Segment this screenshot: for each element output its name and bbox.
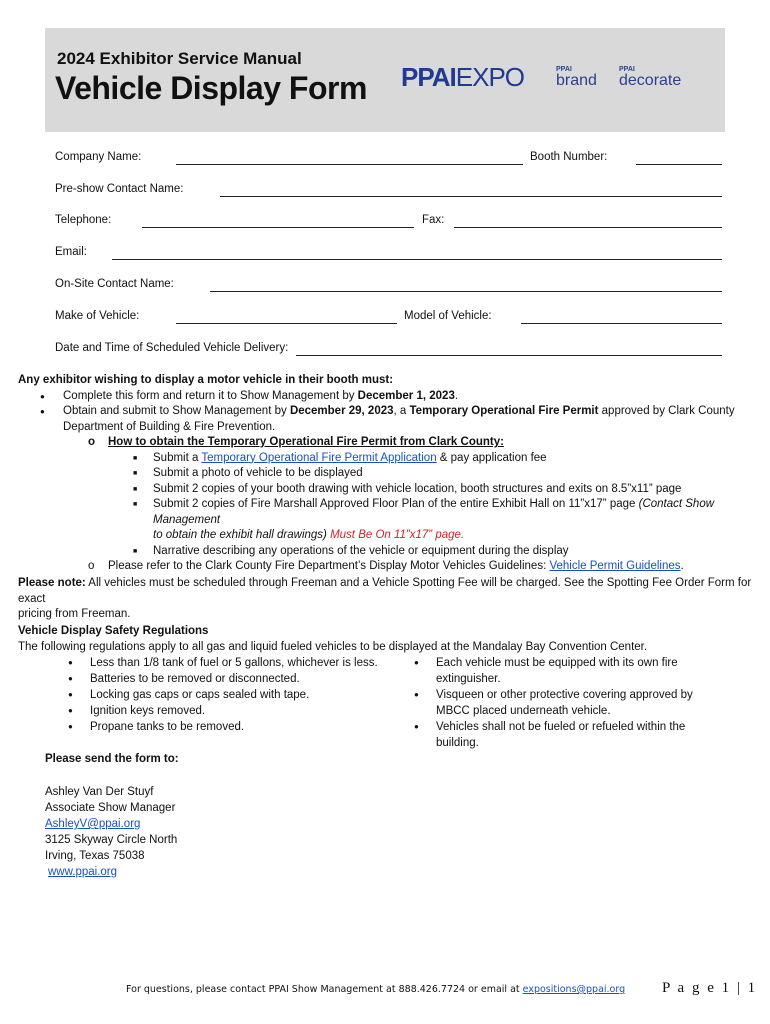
safety-rule: ● Propane tanks to be removed. [18, 719, 398, 735]
company-name-field[interactable] [176, 152, 523, 165]
note-text: All vehicles must be scheduled through Freeman and a Vehicle Spotting Fee will be charged. See the Spotting Fee Order Form for exact [18, 577, 752, 605]
safety-rules-right [18, 655, 738, 751]
safety-rule: ● Ignition keys removed. [18, 703, 398, 719]
telephone-field[interactable] [142, 215, 414, 228]
safety-rule: ● Batteries to be removed or disconnected. [18, 671, 398, 687]
guidelines-reference: o Please refer to the Clark County Fire Department’s Display Motor Vehicles Guidelines: Vehicle Permit Guidelines. [18, 559, 758, 575]
fax-field[interactable] [454, 215, 722, 228]
permit-step: ■ Submit 2 copies of your booth drawing with vehicle location, booth structures and exits on 8.5”x11” page [18, 482, 758, 498]
requirement-item: ● Complete this form and return it to Show Management by December 1, 2023. [18, 389, 758, 405]
preshow-contact-field[interactable] [220, 184, 722, 197]
footer-text: For questions, please contact PPAI Show Management at 888.426.7724 or email at expositions@ppai.org [126, 984, 626, 995]
contact-address-1: 3125 Skyway Circle North [45, 834, 178, 846]
safety-rule: ● Less than 1/8 tank of fuel or 5 gallons, whichever is less. [18, 655, 398, 671]
contact-address-2: Irving, Texas 75038 [45, 850, 145, 862]
preshow-contact-label: Pre-show Contact Name: [55, 183, 184, 195]
model-field[interactable] [521, 311, 722, 324]
vehicle-permit-guidelines-link[interactable]: Vehicle Permit Guidelines [549, 560, 681, 572]
header-banner [45, 28, 725, 132]
permit-step: ■ Submit 2 copies of Fire Marshall Approved Floor Plan of the entire Exhibit Hall on 11”x17” page (Contact Show Management to obtain the exhibit hall drawings) Must Be On 11”x17” page. [18, 497, 758, 544]
telephone-label: Telephone: [55, 214, 112, 226]
permit-step: ■ Submit a photo of vehicle to be displayed [18, 466, 758, 482]
safety-rule: ● Each vehicle must be equipped with its own fire extinguisher. [18, 655, 716, 687]
onsite-contact-label: On-Site Contact Name: [55, 278, 174, 290]
website-link[interactable]: www.ppai.org [48, 866, 118, 878]
permit-application-link[interactable]: Temporary Operational Fire Permit Application [201, 451, 437, 464]
safety-rule: ● Visqueen or other protective covering approved by MBCC placed underneath vehicle. [18, 687, 716, 719]
email-label: Email: [55, 246, 87, 258]
how-to-heading: o How to obtain the Temporary Operational Fire Permit from Clark County: [18, 435, 758, 451]
send-heading: Please send the form to: [45, 753, 179, 765]
delivery-label: Date and Time of Scheduled Vehicle Delivery: [55, 342, 289, 354]
delivery-field[interactable] [296, 343, 722, 356]
requirements-section [18, 373, 758, 575]
safety-section [18, 624, 758, 655]
note-label: Please note: [18, 577, 86, 589]
booth-number-field[interactable] [636, 152, 722, 165]
manual-subtitle: 2024 Exhibitor Service Manual [57, 49, 302, 68]
safety-rule: ● Locking gas caps or caps sealed with tape. [18, 687, 398, 703]
ppai-expo-logo: PPAIEXPO [401, 62, 525, 92]
safety-intro: The following regulations apply to all gas and liquid fueled vehicles to be displayed at the Mandalay Bay Convention Center. [18, 640, 648, 653]
ppai-decorate-logo: PPAI decorate [619, 66, 682, 89]
note-section [18, 576, 758, 623]
booth-number-label: Booth Number: [530, 151, 608, 163]
company-name-label: Company Name: [55, 151, 142, 163]
permit-step: ■ Narrative describing any operations of the vehicle or equipment during the display [18, 544, 758, 560]
ppai-brand-logo: PPAI brand [556, 66, 597, 89]
page-number: P a g e 1 | 1 [662, 980, 758, 996]
permit-step: ■ Submit a Temporary Operational Fire Permit Application & pay application fee [18, 451, 758, 467]
safety-rule: ● Vehicles shall not be fueled or refueled within the building. [18, 719, 716, 751]
requirement-item: ● Obtain and submit to Show Management by December 29, 2023, a Temporary Operational Fire Permit approved by Clark County Department of Building & Fire Prevention. [18, 404, 758, 435]
requirements-heading: Any exhibitor wishing to display a motor vehicle in their booth must: [18, 374, 394, 386]
contact-role: Associate Show Manager [45, 802, 176, 814]
send-contact [45, 784, 177, 880]
model-label: Model of Vehicle: [404, 310, 492, 322]
contact-email-link[interactable]: AshleyV@ppai.org [45, 818, 141, 830]
footer-email-link[interactable]: expositions@ppai.org [522, 984, 626, 995]
fax-label: Fax: [422, 214, 445, 226]
email-field[interactable] [112, 247, 722, 260]
safety-heading: Vehicle Display Safety Regulations [18, 625, 209, 637]
make-label: Make of Vehicle: [55, 310, 140, 322]
contact-name: Ashley Van Der Stuyf [45, 786, 154, 798]
note-text-2: pricing from Freeman. [18, 608, 131, 620]
onsite-contact-field[interactable] [210, 279, 722, 292]
make-field[interactable] [176, 311, 397, 324]
form-title: Vehicle Display Form [55, 70, 367, 106]
